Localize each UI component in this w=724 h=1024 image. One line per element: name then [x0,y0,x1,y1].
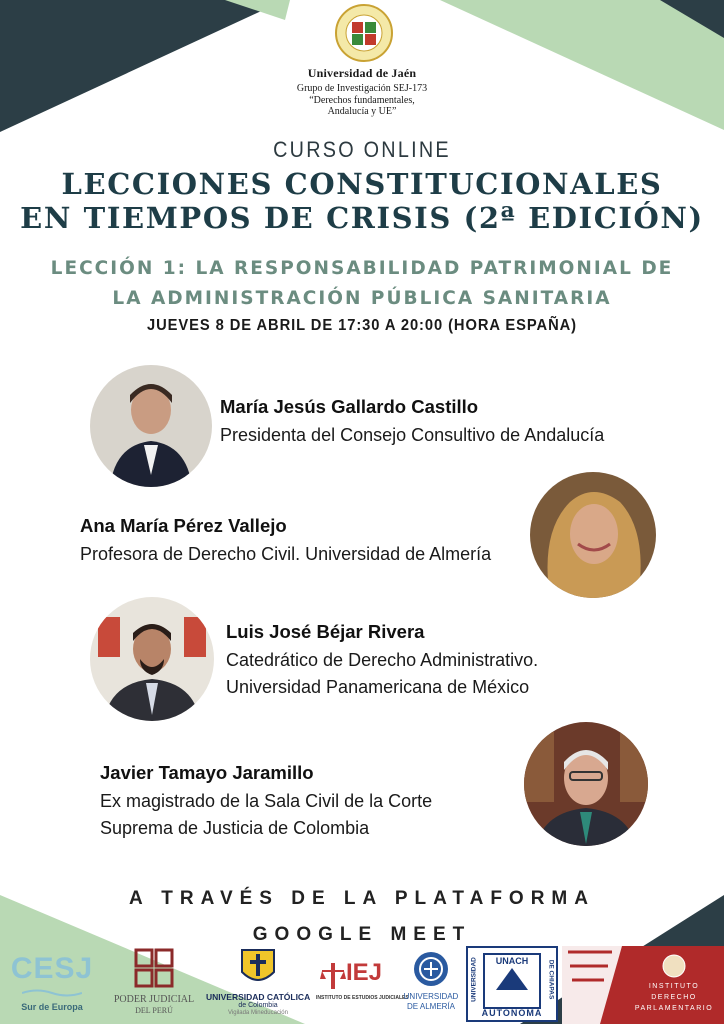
university-name: Universidad de Jaén [307,66,417,80]
course-title-line1: LECCIONES CONSTITUCIONALES [61,167,663,201]
catolica-logo: UNIVERSIDAD CATÓLICA de Colombia Vigilada Mineducación [206,948,310,1020]
speaker-photo-4 [524,722,648,846]
speaker-role-3b: Universidad Panamericana de México [226,677,530,697]
poder-judicial-logo: PODER JUDICIAL DEL PERÚ [104,948,204,1020]
speaker-role-2: Profesora de Derecho Civil. Universidad de Almería [80,544,492,564]
platform-line2: GOOGLE MEET [252,924,472,945]
university-seal-icon [335,4,393,62]
speaker-name-2: Ana María Pérez Vallejo [80,515,287,536]
course-title-line2: EN TIEMPOS DE CRISIS (2ª EDICIÓN) [20,201,704,235]
speaker-photo-1 [90,365,212,487]
platform-line1: A TRAVÉS DE LA PLATAFORMA [129,888,595,909]
research-group: Grupo de Investigación SEJ-173 “Derechos fundamentales, Andalucía y UE” [296,83,428,117]
speaker-role-4b: Suprema de Justicia de Colombia [100,818,370,838]
top-right-dark-shape [660,0,724,40]
lesson-title-line1: LECCIÓN 1: LA RESPONSABILIDAD PATRIMONIAL DE [50,258,674,279]
lesson-title-line2: LA ADMINISTRACIÓN PÚBLICA SANITARIA [112,288,612,309]
course-label: CURSO ONLINE [273,137,451,162]
speaker-photo-2 [530,472,656,598]
unach-logo: UNACH AUTONOMA UNIVERSIDAD DE CHIAPAS [466,946,558,1022]
speaker-role-4a: Ex magistrado de la Sala Civil de la Corte [100,791,433,811]
top-left-mint-shape [225,0,295,22]
instituto-derecho-parlamentario-logo: INSTITUTO DERECHO PARLAMENTARIO [562,946,724,1024]
speaker-name-3: Luis José Béjar Rivera [226,621,425,642]
speaker-role-1: Presidenta del Consejo Consultivo de Andalucía [220,425,605,445]
iej-logo: IEJ INSTITUTO DE ESTUDIOS JUDICIALES [316,959,409,1001]
almeria-logo: UNIVERSIDAD DE ALMERÍA [400,950,462,1018]
speaker-role-3a: Catedrático de Derecho Administrativo. [226,650,539,670]
speaker-photo-3 [90,597,214,721]
speaker-name-1: María Jesús Gallardo Castillo [220,396,479,417]
event-date: JUEVES 8 DE ABRIL DE 17:30 A 20:00 (HORA ESPAÑA) [147,317,577,334]
speaker-name-4: Javier Tamayo Jaramillo [100,762,314,783]
cesj-logo: CESJ Sur de Europa [10,952,94,1012]
